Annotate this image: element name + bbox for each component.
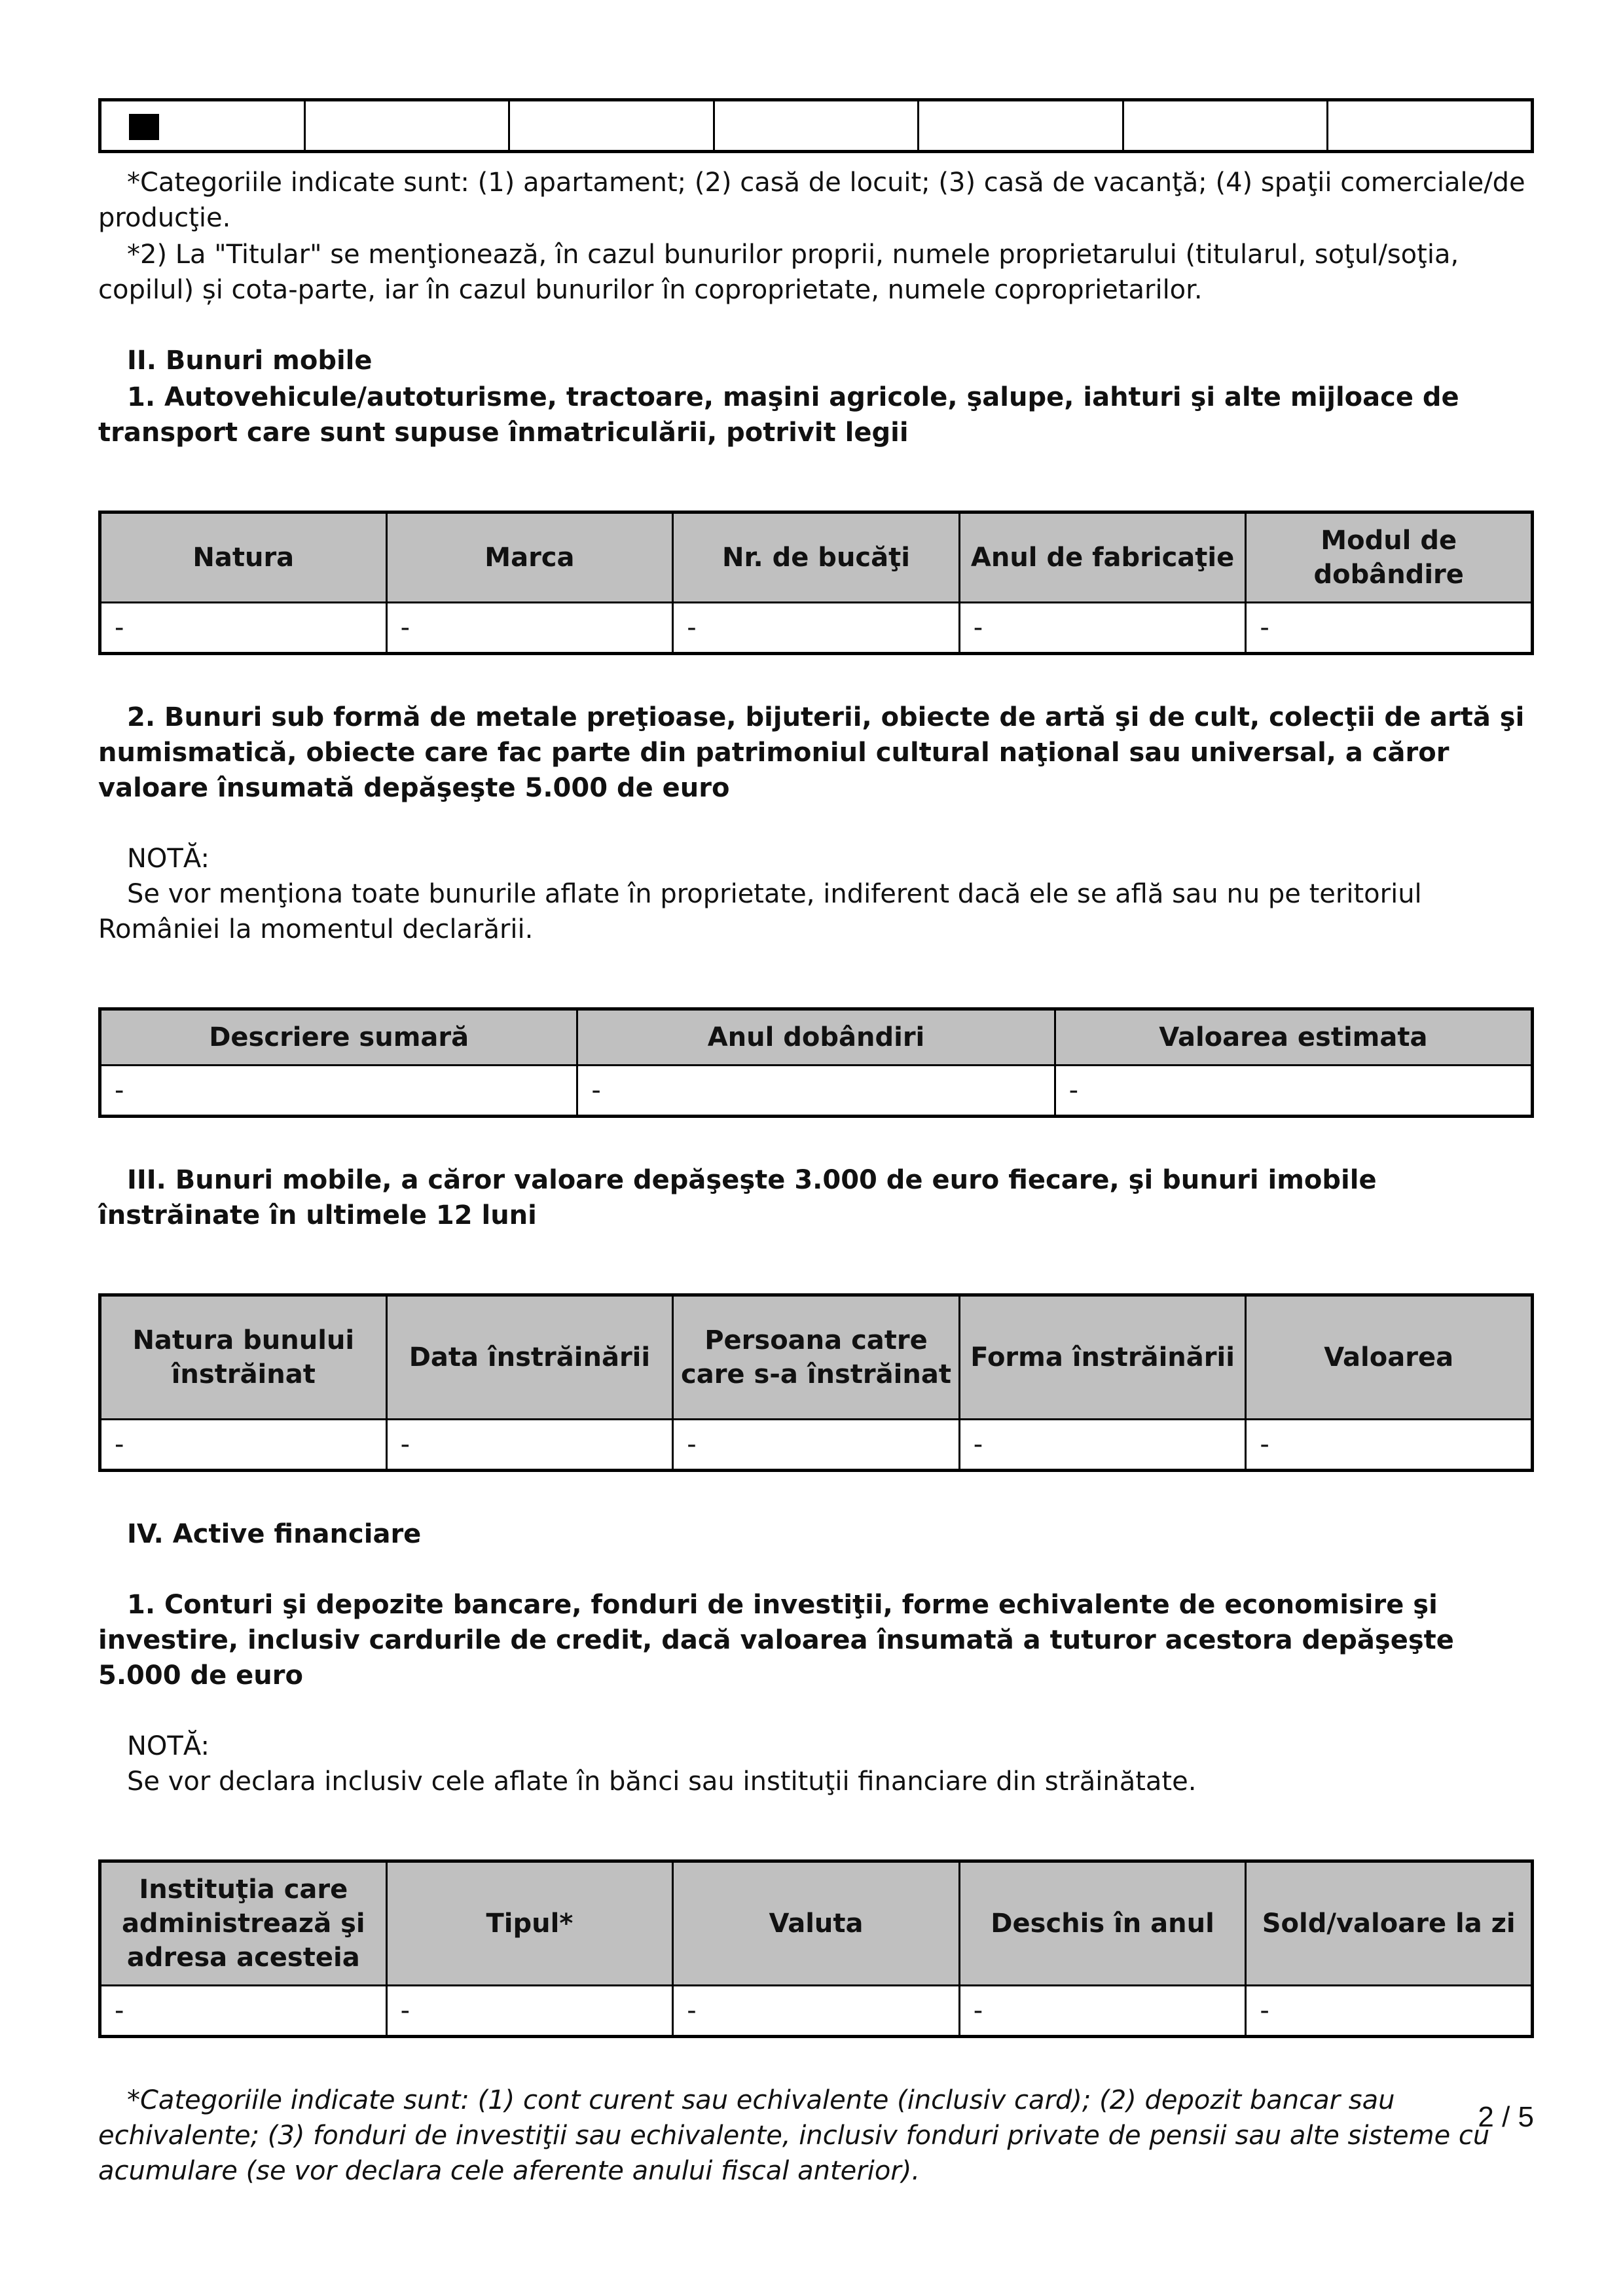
alienated-goods-table bbox=[98, 1293, 1534, 1472]
col-header-anul-dobandiri: Anul dobândiri bbox=[577, 1009, 1055, 1066]
nota-text: Se vor menţiona toate bunurile aflate în proprietate, indiferent dacă ele se află sau nu pe teritoriul României la momentul declarării. bbox=[98, 879, 1422, 944]
table-row bbox=[100, 100, 1533, 152]
table-cell: - bbox=[959, 1420, 1246, 1471]
table-row bbox=[100, 1986, 1533, 2037]
table-cell: - bbox=[673, 1986, 960, 2037]
section-iv-1-title: 1. Conturi şi depozite bancare, fonduri de investiţii, forme echivalente de economisire şi investire, inclusiv cardurile de credit, dacă valoarea însumată a tuturor acestora depăşeşte 5.000 de euro bbox=[98, 1590, 1454, 1691]
col-header-natura-bunului: Natura bunului înstrăinat bbox=[100, 1295, 387, 1420]
table-cell bbox=[100, 100, 305, 152]
col-header-modul-dobandire: Modul de dobândire bbox=[1246, 512, 1533, 603]
col-header-natura: Natura bbox=[100, 512, 387, 603]
table-cell: - bbox=[100, 1986, 387, 2037]
table-header-row bbox=[100, 1861, 1533, 1986]
categories-note: *Categoriile indicate sunt: (1) apartament; (2) casă de locuit; (3) casă de vacanţă; (4) spaţii comerciale/de producţie. bbox=[98, 168, 1525, 233]
table-row bbox=[100, 1066, 1533, 1117]
table-row bbox=[100, 1420, 1533, 1471]
table-cell: - bbox=[386, 603, 673, 654]
valuables-table bbox=[98, 1007, 1534, 1118]
col-header-deschis-in-anul: Deschis în anul bbox=[959, 1861, 1246, 1986]
nota-label: NOTĂ: bbox=[127, 1731, 210, 1761]
titular-note: *2) La "Titular" se menţionează, în cazul bunurilor proprii, numele proprietarului (titularul, soţul/soţia, copilul) și cota-parte, iar în cazul bunurilor în coproprietate, numele coproprietarilor. bbox=[98, 240, 1459, 305]
table-cell bbox=[919, 100, 1123, 152]
col-header-valuta: Valuta bbox=[673, 1861, 960, 1986]
col-header-tipul: Tipul* bbox=[386, 1861, 673, 1986]
section-iv-title: IV. Active financiare bbox=[127, 1519, 422, 1549]
nota-label: NOTĂ: bbox=[127, 844, 210, 874]
table-row bbox=[100, 603, 1533, 654]
col-header-data-instrainarii: Data înstrăinării bbox=[386, 1295, 673, 1420]
table-cell bbox=[714, 100, 919, 152]
table-cell: - bbox=[386, 1986, 673, 2037]
table-cell: - bbox=[959, 603, 1246, 654]
page-content bbox=[98, 98, 1534, 2189]
nota-text: Se vor declara inclusiv cele aflate în bănci sau instituţii financiare din străinătate. bbox=[127, 1767, 1197, 1797]
section-ii-title: II. Bunuri mobile bbox=[127, 346, 373, 376]
table-cell: - bbox=[100, 603, 387, 654]
table-cell: - bbox=[959, 1986, 1246, 2037]
table-cell: - bbox=[386, 1420, 673, 1471]
col-header-forma-instrainarii: Forma înstrăinării bbox=[959, 1295, 1246, 1420]
table-cell: - bbox=[1055, 1066, 1532, 1117]
col-header-valoarea-estimata: Valoarea estimata bbox=[1055, 1009, 1532, 1066]
col-header-nr-bucati: Nr. de bucăţi bbox=[673, 512, 960, 603]
table-cell bbox=[509, 100, 714, 152]
section-iii-title: III. Bunuri mobile, a căror valoare depăşeşte 3.000 de euro fiecare, şi bunuri imobile înstrăinate în ultimele 12 luni bbox=[98, 1165, 1377, 1230]
table-cell bbox=[304, 100, 509, 152]
col-header-sold: Sold/valoare la zi bbox=[1246, 1861, 1533, 1986]
black-square-icon bbox=[129, 114, 159, 140]
table-cell: - bbox=[1246, 603, 1533, 654]
table-cell bbox=[1123, 100, 1328, 152]
col-header-institutia: Instituţia care administrează şi adresa acesteia bbox=[100, 1861, 387, 1986]
table-cell: - bbox=[100, 1420, 387, 1471]
col-header-anul-fabricatie: Anul de fabricaţie bbox=[959, 512, 1246, 603]
page-number: 2 / 5 bbox=[1478, 2101, 1534, 2133]
col-header-marca: Marca bbox=[386, 512, 673, 603]
accounts-footnote: *Categoriile indicate sunt: (1) cont curent sau echivalente (inclusiv card); (2) depozit bancar sau echivalente; (3) fonduri de investiţii sau echivalente, inclusiv fonduri private de pensii sau alte sisteme cu acumulare (se vor declara cele aferente anului fiscal anterior). bbox=[98, 2085, 1490, 2186]
table-cell bbox=[1328, 100, 1533, 152]
section-ii-1-title: 1. Autovehicule/autoturisme, tractoare, maşini agricole, şalupe, iahturi şi alte mijloace de transport care sunt supuse înmatriculării, potrivit legii bbox=[98, 382, 1459, 448]
table-cell: - bbox=[673, 1420, 960, 1471]
table-cell: - bbox=[673, 603, 960, 654]
table-header-row bbox=[100, 1295, 1533, 1420]
table-cell: - bbox=[1246, 1420, 1533, 1471]
real-estate-table-tail bbox=[98, 98, 1534, 153]
section-ii-2-title: 2. Bunuri sub formă de metale preţioase, bijuterii, obiecte de artă şi de cult, colecţii de artă şi numismatică, obiecte care fac parte din patrimoniul cultural naţional sau universal, a căror valoare însumată depăşeşte 5.000 de euro bbox=[98, 702, 1525, 803]
table-cell: - bbox=[577, 1066, 1055, 1117]
table-cell: - bbox=[1246, 1986, 1533, 2037]
table-cell: - bbox=[100, 1066, 577, 1117]
col-header-valoarea: Valoarea bbox=[1246, 1295, 1533, 1420]
bank-accounts-table bbox=[98, 1859, 1534, 2038]
col-header-persoana: Persoana catre care s-a înstrăinat bbox=[673, 1295, 960, 1420]
table-header-row bbox=[100, 512, 1533, 603]
vehicles-table bbox=[98, 511, 1534, 655]
col-header-descriere: Descriere sumară bbox=[100, 1009, 577, 1066]
table-header-row bbox=[100, 1009, 1533, 1066]
